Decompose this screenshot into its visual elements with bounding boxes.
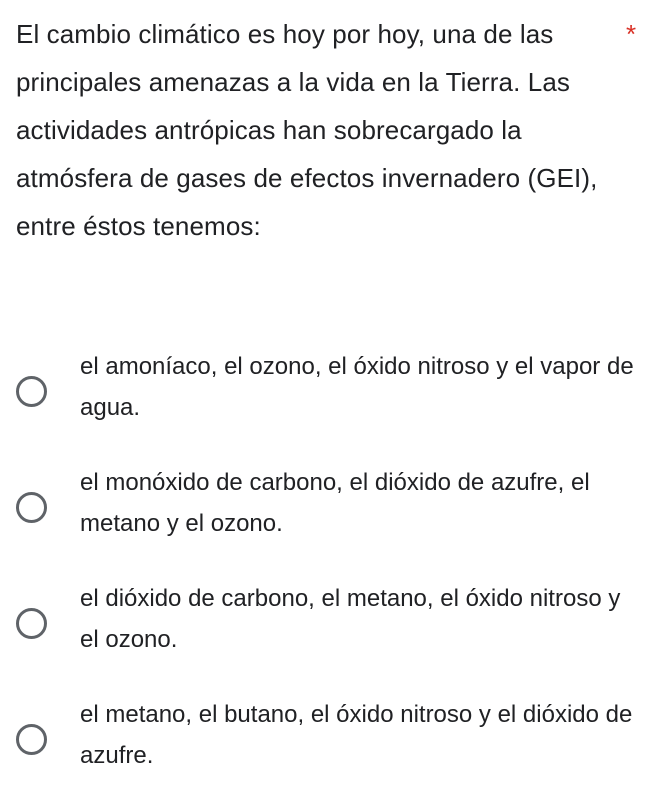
radio-button-icon[interactable] bbox=[16, 492, 47, 523]
radio-button-icon[interactable] bbox=[16, 608, 47, 639]
question-text: El cambio climático es hoy por hoy, una de las principales amenazas a la vida en la Tierra. Las actividades antrópicas han sobrecargado la atmósfera de gases de efectos invernadero (GEI), entre éstos tenemos: bbox=[16, 19, 598, 241]
radio-group bbox=[0, 338, 659, 802]
option-label[interactable]: el monóxido de carbono, el dióxido de azufre, el metano y el ozono. bbox=[80, 469, 590, 537]
question-block bbox=[16, 10, 636, 250]
required-asterisk: * bbox=[626, 19, 637, 49]
option-label[interactable]: el dióxido de carbono, el metano, el óxido nitroso y el ozono. bbox=[80, 585, 621, 653]
option-3[interactable] bbox=[0, 570, 659, 686]
option-label[interactable]: el metano, el butano, el óxido nitroso y el dióxido de azufre. bbox=[80, 701, 633, 769]
radio-button-icon[interactable] bbox=[16, 376, 47, 407]
option-4[interactable] bbox=[0, 686, 659, 802]
option-1[interactable] bbox=[0, 338, 659, 454]
radio-button-icon[interactable] bbox=[16, 724, 47, 755]
option-label[interactable]: el amoníaco, el ozono, el óxido nitroso y el vapor de agua. bbox=[80, 353, 634, 421]
option-2[interactable] bbox=[0, 454, 659, 570]
